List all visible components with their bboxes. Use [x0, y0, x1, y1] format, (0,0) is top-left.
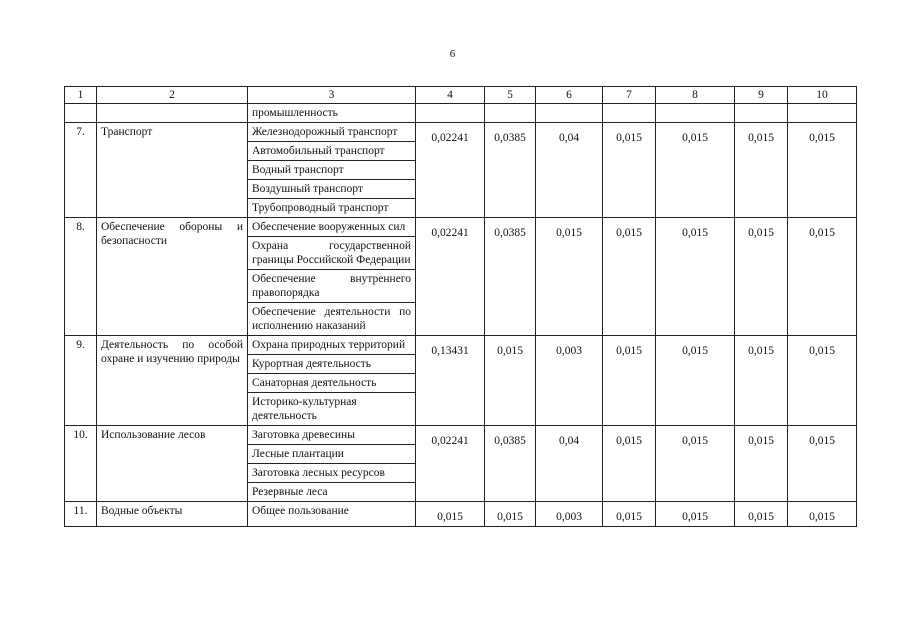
coefficient-value: 0,015	[788, 502, 857, 527]
activity-name: Деятельность по особой охране и изучению природы	[97, 336, 248, 426]
header-cell: 7	[603, 87, 656, 104]
coefficient-value: 0,015	[656, 218, 735, 336]
coefficient-value: 0,015	[485, 336, 536, 426]
sub-activity-cell: Историко-культурная деятельность	[248, 393, 416, 426]
empty-cell	[656, 104, 735, 123]
empty-cell	[97, 104, 248, 123]
coefficient-value: 0,015	[735, 336, 788, 426]
row-number: 7.	[65, 123, 97, 218]
header-cell: 10	[788, 87, 857, 104]
row-number: 11.	[65, 502, 97, 527]
activity-name: Водные объекты	[97, 502, 248, 527]
sub-activity-cell: Лесные плантации	[248, 445, 416, 464]
sub-activity-cell: Охрана природных территорий	[248, 336, 416, 355]
coefficient-value: 0,015	[656, 426, 735, 502]
coefficient-value: 0,04	[536, 426, 603, 502]
row-number: 9.	[65, 336, 97, 426]
coefficient-value: 0,015	[735, 123, 788, 218]
sub-activity-cell: Воздушный транспорт	[248, 180, 416, 199]
coefficient-value: 0,015	[603, 502, 656, 527]
coefficient-value: 0,015	[788, 426, 857, 502]
coefficient-value: 0,0385	[485, 123, 536, 218]
sub-activity-cell: промышленность	[248, 104, 416, 123]
header-cell: 2	[97, 87, 248, 104]
coefficient-value: 0,02241	[416, 426, 485, 502]
coefficient-value: 0,02241	[416, 123, 485, 218]
coefficient-value: 0,015	[735, 426, 788, 502]
coefficient-value: 0,015	[536, 218, 603, 336]
row-number: 10.	[65, 426, 97, 502]
header-cell: 5	[485, 87, 536, 104]
coefficient-value: 0,015	[735, 218, 788, 336]
sub-activity-cell: Резервные леса	[248, 483, 416, 502]
header-cell: 6	[536, 87, 603, 104]
header-cell: 9	[735, 87, 788, 104]
sub-activity-cell: Общее пользование	[248, 502, 416, 527]
header-row	[65, 87, 857, 104]
sub-activity-cell: Обеспечение внутреннего правопорядка	[248, 270, 416, 303]
coefficient-value: 0,0385	[485, 426, 536, 502]
table-row	[65, 426, 857, 445]
row-number: 8.	[65, 218, 97, 336]
header-cell: 4	[416, 87, 485, 104]
page-number: 6	[449, 48, 456, 60]
sub-activity-cell: Санаторная деятельность	[248, 374, 416, 393]
empty-cell	[416, 104, 485, 123]
empty-cell	[65, 104, 97, 123]
coefficient-value: 0,04	[536, 123, 603, 218]
table-row	[65, 502, 857, 527]
coefficient-value: 0,003	[536, 502, 603, 527]
coefficient-value: 0,015	[656, 502, 735, 527]
table-row	[65, 123, 857, 142]
activity-name: Обеспечение обороны и безопасности	[97, 218, 248, 336]
empty-cell	[485, 104, 536, 123]
coefficient-value: 0,02241	[416, 218, 485, 336]
coefficient-value: 0,015	[485, 502, 536, 527]
sub-activity-cell: Обеспечение деятельности по исполнению наказаний	[248, 303, 416, 336]
empty-cell	[788, 104, 857, 123]
sub-activity-cell: Курортная деятельность	[248, 355, 416, 374]
sub-activity-cell: Железнодорожный транспорт	[248, 123, 416, 142]
coefficient-value: 0,003	[536, 336, 603, 426]
coefficient-value: 0,015	[788, 123, 857, 218]
table-row	[65, 218, 857, 237]
coefficient-value: 0,015	[735, 502, 788, 527]
coefficient-value: 0,015	[656, 123, 735, 218]
coefficient-value: 0,015	[656, 336, 735, 426]
activity-name: Транспорт	[97, 123, 248, 218]
empty-cell	[536, 104, 603, 123]
table-row	[65, 336, 857, 355]
sub-activity-cell: Заготовка лесных ресурсов	[248, 464, 416, 483]
continuation-row	[65, 104, 857, 123]
coefficient-value: 0,015	[416, 502, 485, 527]
sub-activity-cell: Охрана государственной границы Российской Федерации	[248, 237, 416, 270]
coefficient-value: 0,015	[603, 123, 656, 218]
header-cell: 3	[248, 87, 416, 104]
header-cell: 1	[65, 87, 97, 104]
empty-cell	[603, 104, 656, 123]
coefficient-value: 0,015	[603, 336, 656, 426]
sub-activity-cell: Автомобильный транспорт	[248, 142, 416, 161]
coefficient-value: 0,015	[603, 426, 656, 502]
sub-activity-cell: Обеспечение вооруженных сил	[248, 218, 416, 237]
empty-cell	[735, 104, 788, 123]
coefficient-value: 0,015	[788, 218, 857, 336]
header-cell: 8	[656, 87, 735, 104]
activity-name: Использование лесов	[97, 426, 248, 502]
sub-activity-cell: Трубопроводный транспорт	[248, 199, 416, 218]
coefficient-value: 0,015	[788, 336, 857, 426]
coefficient-value: 0,015	[603, 218, 656, 336]
coefficients-table	[64, 86, 857, 527]
coefficient-value: 0,13431	[416, 336, 485, 426]
coefficient-value: 0,0385	[485, 218, 536, 336]
sub-activity-cell: Заготовка древесины	[248, 426, 416, 445]
sub-activity-cell: Водный транспорт	[248, 161, 416, 180]
